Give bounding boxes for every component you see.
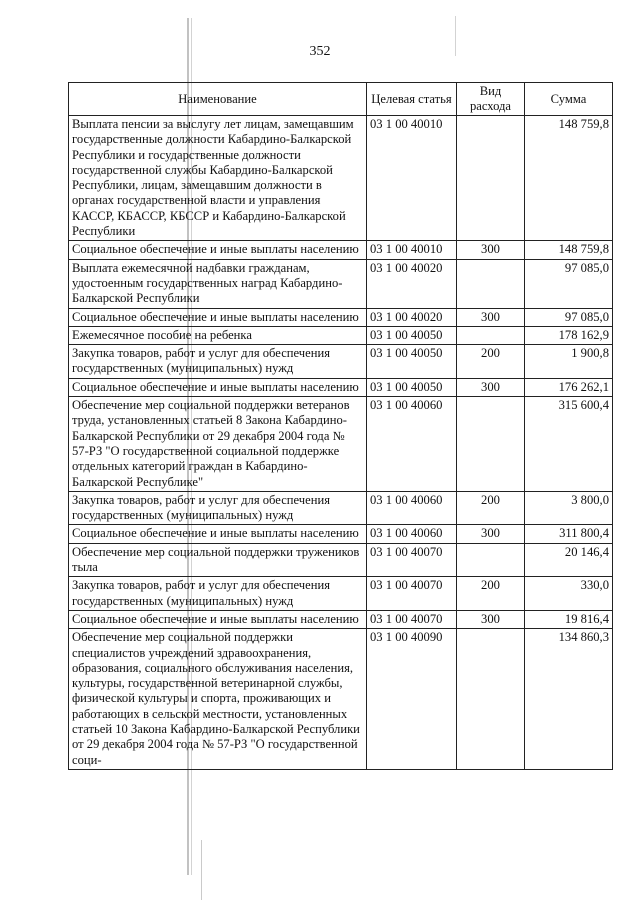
table-body [69,116,613,770]
row-amount-cell: 330,0 [525,577,613,611]
row-name-cell: Обеспечение мер социальной поддержки специалистов учреждений здравоохранения, образования, социального обслуживания населения, культуры, государственной ветеринарной службы, физической культуры и спорта, проживающих и работающих в сельской местности, установленных статьей 10 Закона Кабардино-Балкарской Республики от 29 декабря 2004 года № 57-РЗ "О государственной соци- [69,629,367,770]
table-row [69,491,613,525]
row-expense-type-cell: 300 [457,525,525,543]
row-target-article-cell: 03 1 00 40060 [367,525,457,543]
row-expense-type-cell: 300 [457,378,525,396]
row-name-cell: Социальное обеспечение и иные выплаты населению [69,378,367,396]
table-row [69,378,613,396]
row-expense-type-cell [457,397,525,492]
table-row [69,345,613,379]
header-name: Наименование [69,83,367,116]
row-target-article-cell: 03 1 00 40090 [367,629,457,770]
row-amount-cell: 311 800,4 [525,525,613,543]
table-row [69,543,613,577]
row-expense-type-cell: 200 [457,491,525,525]
row-target-article-cell: 03 1 00 40010 [367,116,457,241]
table-row [69,241,613,259]
row-target-article-cell: 03 1 00 40060 [367,397,457,492]
table-row [69,629,613,770]
row-target-article-cell: 03 1 00 40060 [367,491,457,525]
row-amount-cell: 19 816,4 [525,610,613,628]
row-target-article-cell: 03 1 00 40070 [367,577,457,611]
table-row [69,577,613,611]
row-name-cell: Выплата пенсии за выслугу лет лицам, замещавшим государственные должности Кабардино-Балкарской Республики и государственные должности государственной службы Кабардино-Балкарской Республики, лицам, замещавшим должности в органах государственной власти и управления КАССР, КБАССР, КБССР и Кабардино-Балкарской Республики [69,116,367,241]
row-amount-cell: 315 600,4 [525,397,613,492]
row-name-cell: Выплата ежемесячной надбавки гражданам, удостоенным государственных наград Кабардино-Балкарской Республики [69,259,367,308]
table-row [69,525,613,543]
row-expense-type-cell: 200 [457,345,525,379]
table-row [69,610,613,628]
row-expense-type-cell: 300 [457,308,525,326]
row-expense-type-cell: 300 [457,241,525,259]
row-target-article-cell: 03 1 00 40050 [367,378,457,396]
row-amount-cell: 97 085,0 [525,308,613,326]
header-target-article: Целевая статья [367,83,457,116]
row-target-article-cell: 03 1 00 40070 [367,543,457,577]
row-name-cell: Социальное обеспечение и иные выплаты населению [69,610,367,628]
row-target-article-cell: 03 1 00 40050 [367,326,457,344]
row-name-cell: Обеспечение мер социальной поддержки ветеранов труда, установленных статьей 8 Закона Кабардино-Балкарской Республики от 29 декабря 2004 года № 57-РЗ "О государственной социальной поддержке отдельных категорий граждан в Кабардино-Балкарской Республике" [69,397,367,492]
table-row [69,397,613,492]
budget-table [68,82,613,770]
row-expense-type-cell [457,116,525,241]
table-row [69,116,613,241]
table-row [69,308,613,326]
row-amount-cell: 148 759,8 [525,241,613,259]
row-expense-type-cell: 300 [457,610,525,628]
row-expense-type-cell [457,326,525,344]
row-amount-cell: 1 900,8 [525,345,613,379]
row-target-article-cell: 03 1 00 40070 [367,610,457,628]
row-expense-type-cell [457,259,525,308]
table-row [69,259,613,308]
row-target-article-cell: 03 1 00 40010 [367,241,457,259]
row-name-cell: Социальное обеспечение и иные выплаты населению [69,308,367,326]
header-expense-type: Вид расхода [457,83,525,116]
row-amount-cell: 178 162,9 [525,326,613,344]
row-amount-cell: 134 860,3 [525,629,613,770]
row-expense-type-cell [457,543,525,577]
row-name-cell: Ежемесячное пособие на ребенка [69,326,367,344]
row-amount-cell: 97 085,0 [525,259,613,308]
row-expense-type-cell: 200 [457,577,525,611]
row-target-article-cell: 03 1 00 40020 [367,259,457,308]
row-amount-cell: 3 800,0 [525,491,613,525]
row-name-cell: Социальное обеспечение и иные выплаты населению [69,525,367,543]
header-amount: Сумма [525,83,613,116]
row-amount-cell: 148 759,8 [525,116,613,241]
row-name-cell: Закупка товаров, работ и услуг для обеспечения государственных (муниципальных) нужд [69,345,367,379]
page-number: 352 [309,44,331,59]
row-name-cell: Социальное обеспечение и иные выплаты населению [69,241,367,259]
row-name-cell: Закупка товаров, работ и услуг для обеспечения государственных (муниципальных) нужд [69,491,367,525]
row-amount-cell: 176 262,1 [525,378,613,396]
scan-artifact-line [201,840,202,900]
row-target-article-cell: 03 1 00 40020 [367,308,457,326]
row-name-cell: Обеспечение мер социальной поддержки тружеников тыла [69,543,367,577]
row-name-cell: Закупка товаров, работ и услуг для обеспечения государственных (муниципальных) нужд [69,577,367,611]
row-target-article-cell: 03 1 00 40050 [367,345,457,379]
row-amount-cell: 20 146,4 [525,543,613,577]
table-row [69,326,613,344]
row-expense-type-cell [457,629,525,770]
